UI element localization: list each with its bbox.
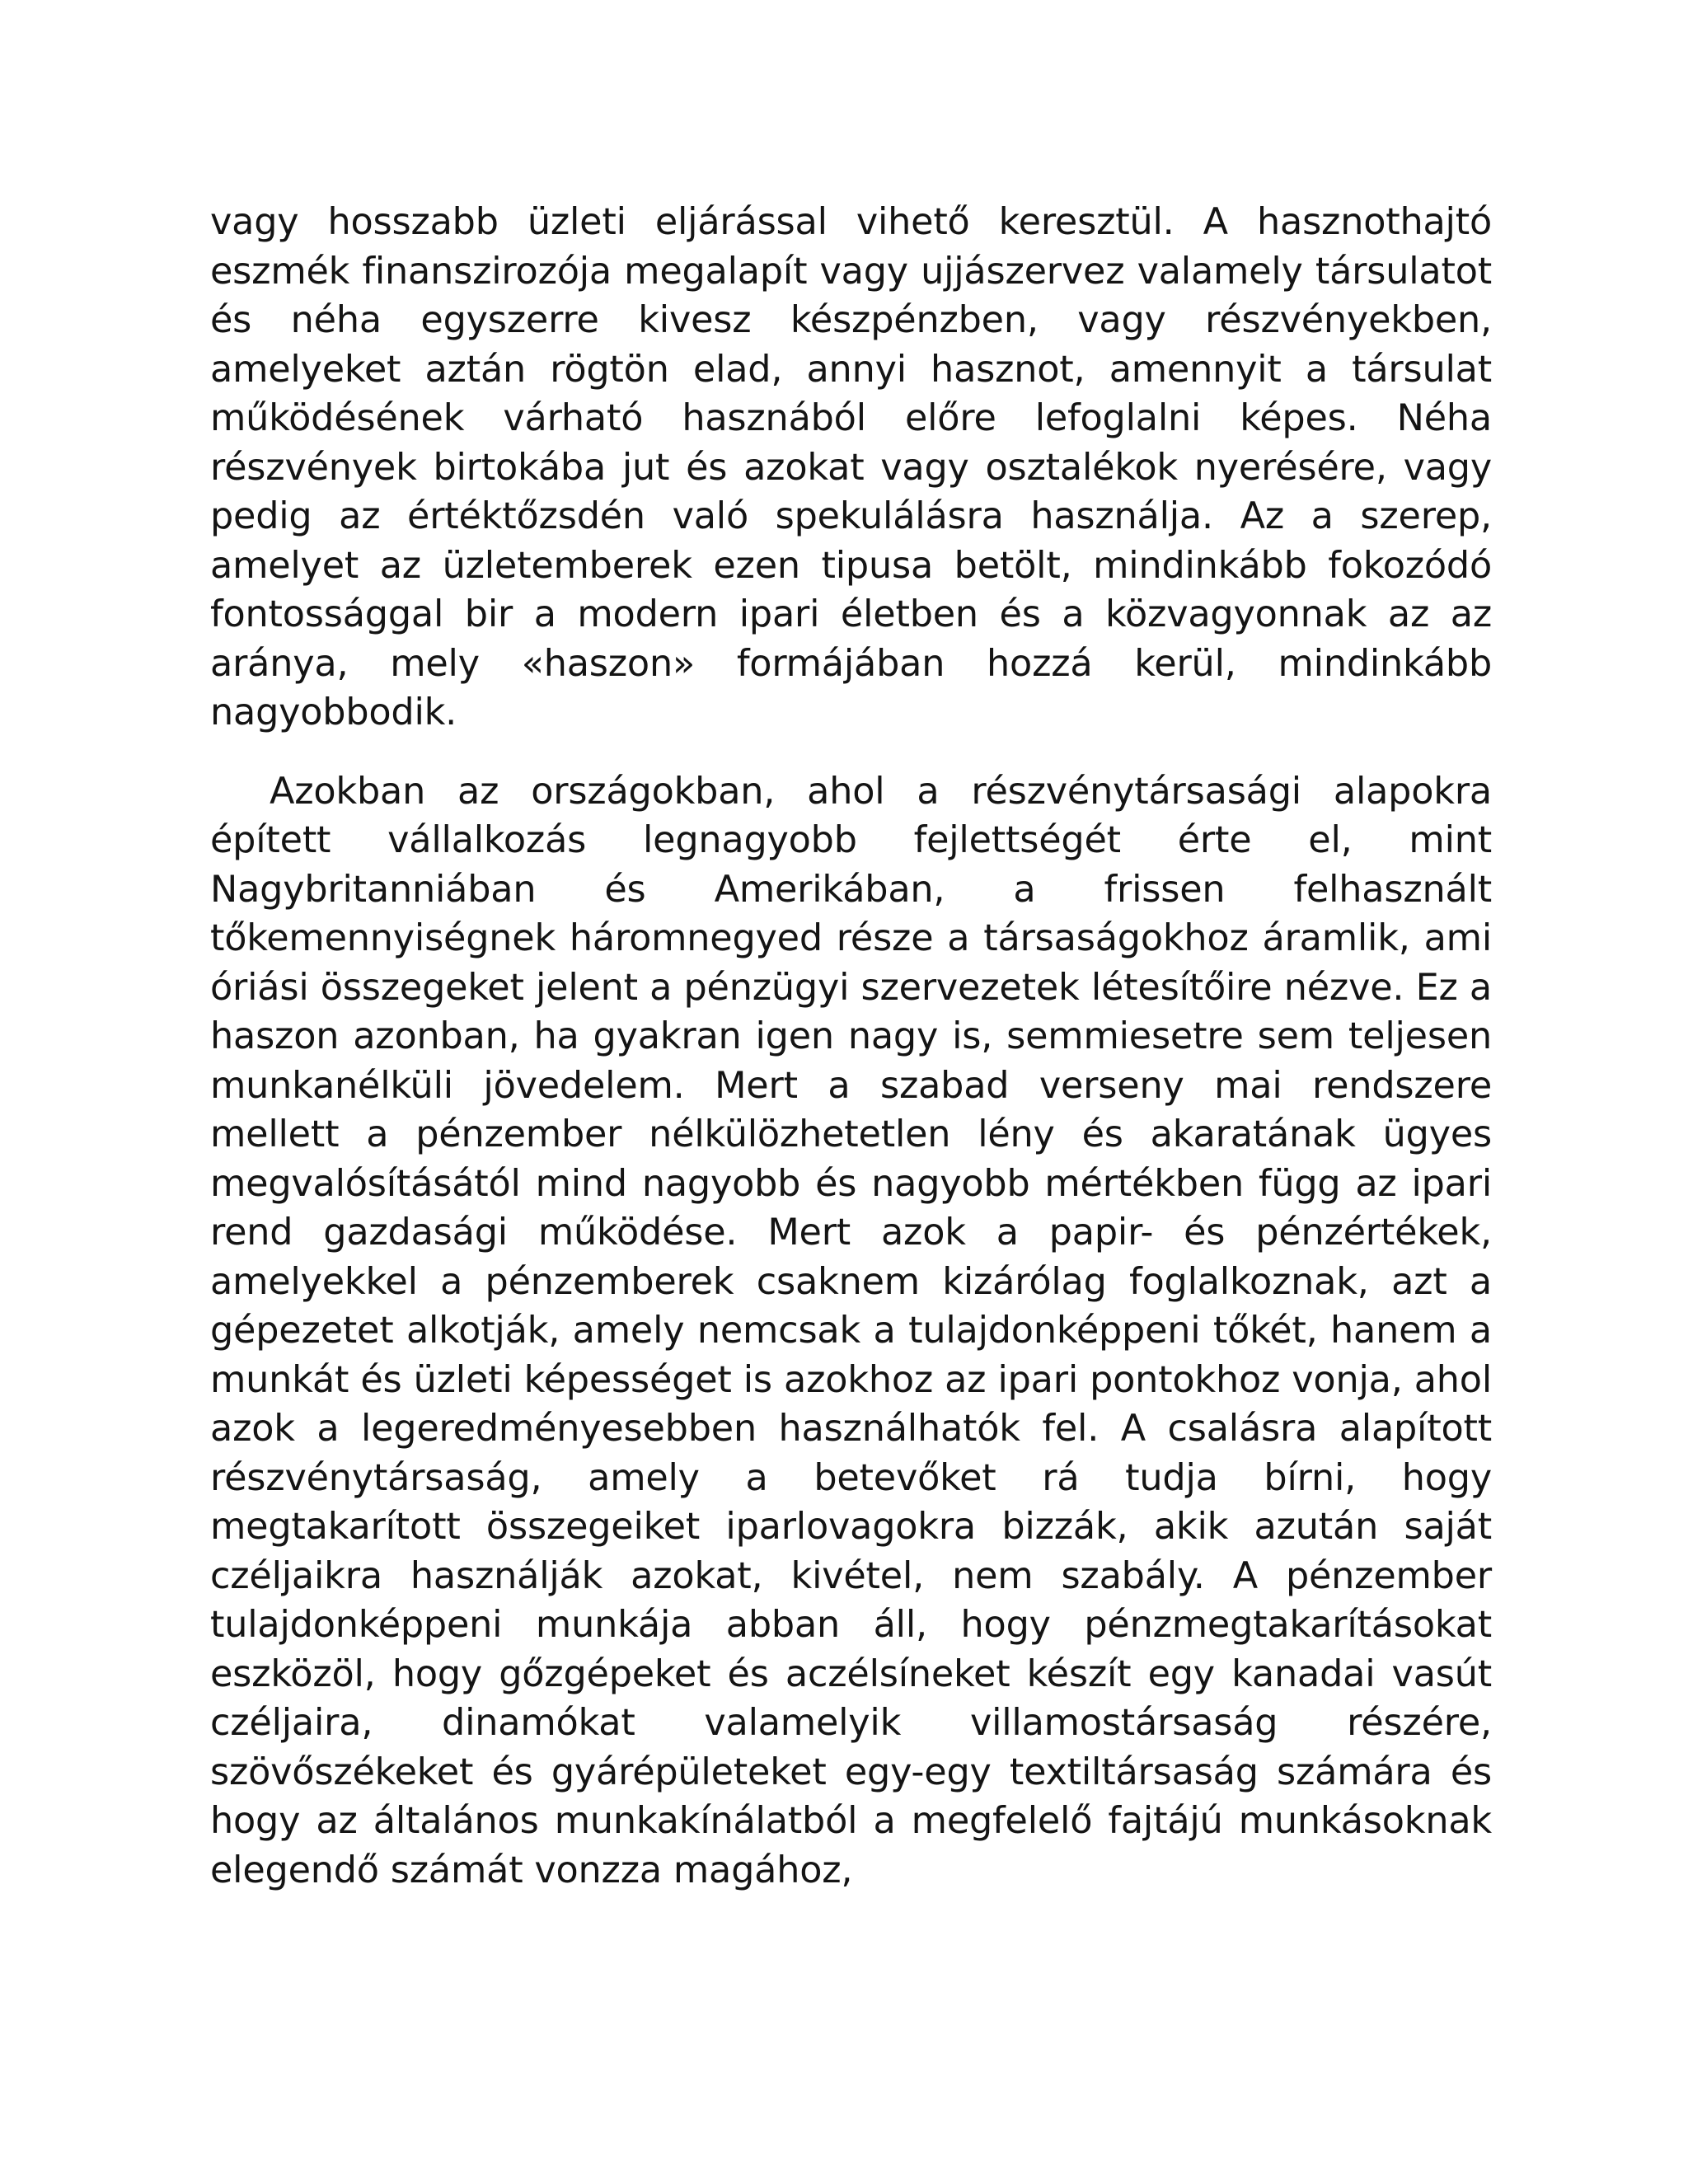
paragraph-1: vagy hosszabb üzleti eljárással vihető keresztül. A hasznothajtó eszmék finanszirozója megalapít vagy ujjászervez valamely társulatot és néha egyszerre kivesz készpénzben, vagy részvényekben, amelyeket aztán rögtön elad, annyi hasznot, amennyit a társulat működésének várható hasznából előre lefoglalni képes. Néha részvények birtokába jut és azokat vagy osztalékok nyerésére, vagy pedig az értéktőzsdén való spekulálásra használja. Az a szerep, amelyet az üzletemberek ezen tipusa betölt, mindinkább fokozódó fontossággal bir a modern ipari életben és a közvagyonnak az az aránya, mely «haszon» formájában hozzá kerül, mindinkább nagyobbodik. xyxy=(210,201,1492,733)
document-page xyxy=(210,198,1492,1895)
paragraph-2: Azokban az országokban, ahol a részvénytársasági alapokra épített vállalkozás legnagyobb fejlettségét érte el, mint Nagybritanniában és Amerikában, a frissen felhasznált tőkemennyiségnek háromnegyed része a társaságokhoz áramlik, ami óriási összegeket jelent a pénzügyi szervezetek létesítőire nézve. Ez a haszon azonban, ha gyakran igen nagy is, semmiesetre sem teljesen munkanélküli jövedelem. Mert a szabad verseny mai rendszere mellett a pénzember nélkülözhetetlen lény és akaratának ügyes megvalósításától mind nagyobb és nagyobb mértékben függ az ipari rend gazdasági működése. Mert azok a papir- és pénzértékek, amelyekkel a pénzemberek csaknem kizárólag foglalkoznak, azt a gépezetet alkotják, amely nemcsak a tulajdonképpeni tőkét, hanem a munkát és üzleti képességet is azokhoz az ipari pontokhoz vonja, ahol azok a legeredményesebben használhatók fel. A csalásra alapított részvénytársaság, amely a betevőket rá tudja bírni, hogy megtakarított összegeiket iparlovagokra bizzák, akik azután saját czéljaikra használják azokat, kivétel, nem szabály. A pénzember tulajdonképpeni munkája abban áll, hogy pénzmegtakarításokat eszközöl, hogy gőzgépeket és aczélsíneket készít egy kanadai vasút czéljaira, dinamókat valamelyik villamostársaság részére, szövőszékeket és gyárépületeket egy-egy textiltársaság számára és hogy az általános munkakínálatból a megfelelő fajtájú munkásoknak elegendő számát vonzza magához, xyxy=(210,770,1492,1891)
